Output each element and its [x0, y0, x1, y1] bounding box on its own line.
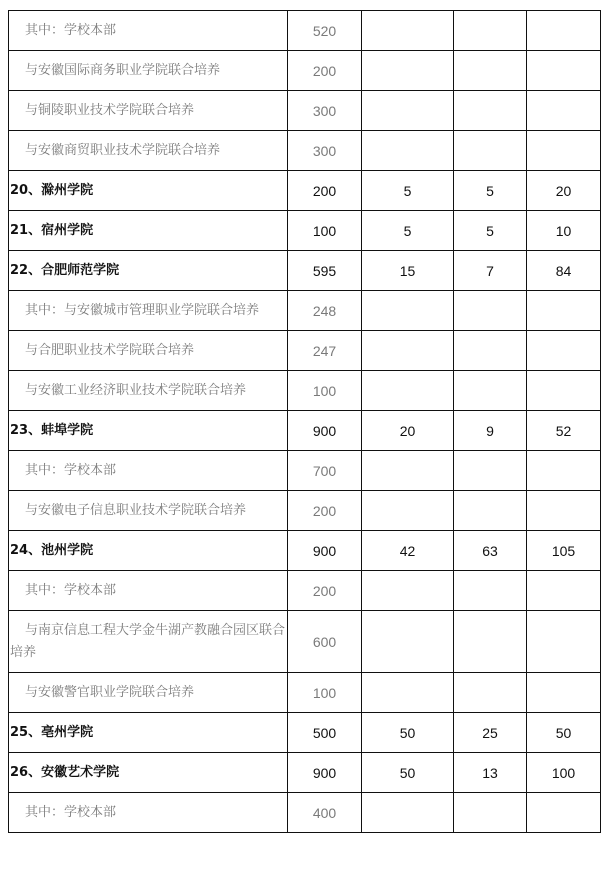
- value-cell-c2: [362, 673, 454, 713]
- table-row: [9, 411, 601, 451]
- institution-cell: 26、安徽艺术学院: [9, 753, 288, 793]
- value-cell-c4: [527, 331, 601, 371]
- institution-cell: [9, 793, 288, 833]
- table-row: [9, 713, 601, 753]
- value-cell-c4: 105: [527, 531, 601, 571]
- value-cell-total: 900: [288, 531, 362, 571]
- value-cell-c4: [527, 131, 601, 171]
- value-cell-total: 500: [288, 713, 362, 753]
- value-cell-total: 300: [288, 131, 362, 171]
- value-cell-c3: [454, 673, 527, 713]
- institution-cell: [9, 331, 288, 371]
- institution-cell: [9, 371, 288, 411]
- table-row: [9, 451, 601, 491]
- table-row: [9, 753, 601, 793]
- value-cell-total: 200: [288, 171, 362, 211]
- value-cell-c4: 84: [527, 251, 601, 291]
- value-cell-c4: [527, 371, 601, 411]
- institution-name: 其中：与安徽城市管理职业学院联合培养: [25, 302, 260, 318]
- value-cell-c3: 7: [454, 251, 527, 291]
- value-cell-c4: 20: [527, 171, 601, 211]
- value-cell-c3: 63: [454, 531, 527, 571]
- value-cell-total: 200: [288, 491, 362, 531]
- value-cell-total: 300: [288, 91, 362, 131]
- value-cell-c3: [454, 491, 527, 531]
- value-cell-c2: [362, 91, 454, 131]
- table-row: [9, 51, 601, 91]
- value-cell-c3: [454, 611, 527, 673]
- institution-cell: 25、亳州学院: [9, 713, 288, 753]
- value-cell-total: 900: [288, 411, 362, 451]
- value-cell-c3: 9: [454, 411, 527, 451]
- value-cell-c2: 42: [362, 531, 454, 571]
- institution-name: 与安徽国际商务职业学院联合培养: [25, 62, 221, 78]
- institution-cell: 23、蚌埠学院: [9, 411, 288, 451]
- value-cell-c3: [454, 131, 527, 171]
- value-cell-c4: [527, 51, 601, 91]
- value-cell-c2: 20: [362, 411, 454, 451]
- value-cell-c2: [362, 793, 454, 833]
- institution-name: 其中：学校本部: [25, 462, 117, 478]
- institution-cell: 24、池州学院: [9, 531, 288, 571]
- table-row: [9, 793, 601, 833]
- value-cell-c3: 13: [454, 753, 527, 793]
- value-cell-c4: 50: [527, 713, 601, 753]
- table-row: [9, 611, 601, 673]
- table-row: [9, 11, 601, 51]
- table-row: [9, 371, 601, 411]
- value-cell-total: 595: [288, 251, 362, 291]
- institution-name: 其中：学校本部: [25, 582, 117, 598]
- value-cell-c3: [454, 51, 527, 91]
- value-cell-c2: 50: [362, 713, 454, 753]
- value-cell-c2: [362, 491, 454, 531]
- institution-name: 其中：学校本部: [25, 804, 117, 820]
- institution-name: 与安徽商贸职业技术学院联合培养: [25, 142, 221, 158]
- value-cell-c2: [362, 571, 454, 611]
- value-cell-total: 100: [288, 371, 362, 411]
- value-cell-c3: 5: [454, 171, 527, 211]
- institution-cell: [9, 571, 288, 611]
- value-cell-c2: [362, 291, 454, 331]
- table-row: [9, 131, 601, 171]
- table-row: [9, 531, 601, 571]
- value-cell-c4: [527, 491, 601, 531]
- institution-cell: [9, 291, 288, 331]
- value-cell-c2: [362, 611, 454, 673]
- institution-cell: [9, 11, 288, 51]
- institution-cell: 22、合肥师范学院: [9, 251, 288, 291]
- value-cell-total: 248: [288, 291, 362, 331]
- institution-cell: [9, 491, 288, 531]
- institution-cell: [9, 51, 288, 91]
- table-row: [9, 211, 601, 251]
- value-cell-c2: [362, 371, 454, 411]
- institution-cell: [9, 131, 288, 171]
- table-row: [9, 171, 601, 211]
- institution-cell: 20、滁州学院: [9, 171, 288, 211]
- value-cell-c4: [527, 11, 601, 51]
- value-cell-c2: 15: [362, 251, 454, 291]
- institution-cell: [9, 451, 288, 491]
- value-cell-c3: [454, 571, 527, 611]
- value-cell-total: 600: [288, 611, 362, 673]
- institution-cell: [9, 673, 288, 713]
- value-cell-total: 200: [288, 571, 362, 611]
- table-row: [9, 491, 601, 531]
- table-row: [9, 91, 601, 131]
- value-cell-total: 700: [288, 451, 362, 491]
- institution-name: 与安徽警官职业学院联合培养: [25, 684, 195, 700]
- institution-name: 与安徽电子信息职业技术学院联合培养: [25, 502, 247, 518]
- value-cell-total: 247: [288, 331, 362, 371]
- value-cell-c3: 25: [454, 713, 527, 753]
- table-row: [9, 291, 601, 331]
- value-cell-total: 520: [288, 11, 362, 51]
- value-cell-total: 100: [288, 673, 362, 713]
- value-cell-c2: [362, 451, 454, 491]
- value-cell-c3: [454, 291, 527, 331]
- value-cell-c4: [527, 91, 601, 131]
- value-cell-c2: [362, 131, 454, 171]
- value-cell-total: 200: [288, 51, 362, 91]
- value-cell-c4: 100: [527, 753, 601, 793]
- institution-name: 与铜陵职业技术学院联合培养: [25, 102, 195, 118]
- value-cell-total: 400: [288, 793, 362, 833]
- value-cell-c4: 10: [527, 211, 601, 251]
- value-cell-c4: [527, 793, 601, 833]
- value-cell-c3: [454, 91, 527, 131]
- value-cell-c3: [454, 11, 527, 51]
- value-cell-c4: [527, 291, 601, 331]
- value-cell-c3: [454, 451, 527, 491]
- value-cell-c4: [527, 571, 601, 611]
- institution-name: 与南京信息工程大学金牛湖产教融合园区联合培养: [10, 622, 286, 660]
- value-cell-c2: 50: [362, 753, 454, 793]
- enrollment-table: [8, 10, 601, 833]
- value-cell-c2: [362, 11, 454, 51]
- institution-name: 与安徽工业经济职业技术学院联合培养: [25, 382, 247, 398]
- value-cell-c2: [362, 331, 454, 371]
- value-cell-c2: 5: [362, 211, 454, 251]
- value-cell-c3: [454, 371, 527, 411]
- value-cell-c2: [362, 51, 454, 91]
- table-row: [9, 251, 601, 291]
- institution-cell: [9, 611, 288, 673]
- value-cell-total: 100: [288, 211, 362, 251]
- value-cell-c4: [527, 451, 601, 491]
- value-cell-total: 900: [288, 753, 362, 793]
- institution-name: 与合肥职业技术学院联合培养: [25, 342, 195, 358]
- table-row: [9, 571, 601, 611]
- value-cell-c4: [527, 611, 601, 673]
- value-cell-c3: [454, 793, 527, 833]
- table-row: [9, 331, 601, 371]
- value-cell-c3: [454, 331, 527, 371]
- table-row: [9, 673, 601, 713]
- institution-name: 其中：学校本部: [25, 22, 117, 38]
- value-cell-c4: 52: [527, 411, 601, 451]
- value-cell-c4: [527, 673, 601, 713]
- value-cell-c2: 5: [362, 171, 454, 211]
- institution-cell: 21、宿州学院: [9, 211, 288, 251]
- institution-cell: [9, 91, 288, 131]
- value-cell-c3: 5: [454, 211, 527, 251]
